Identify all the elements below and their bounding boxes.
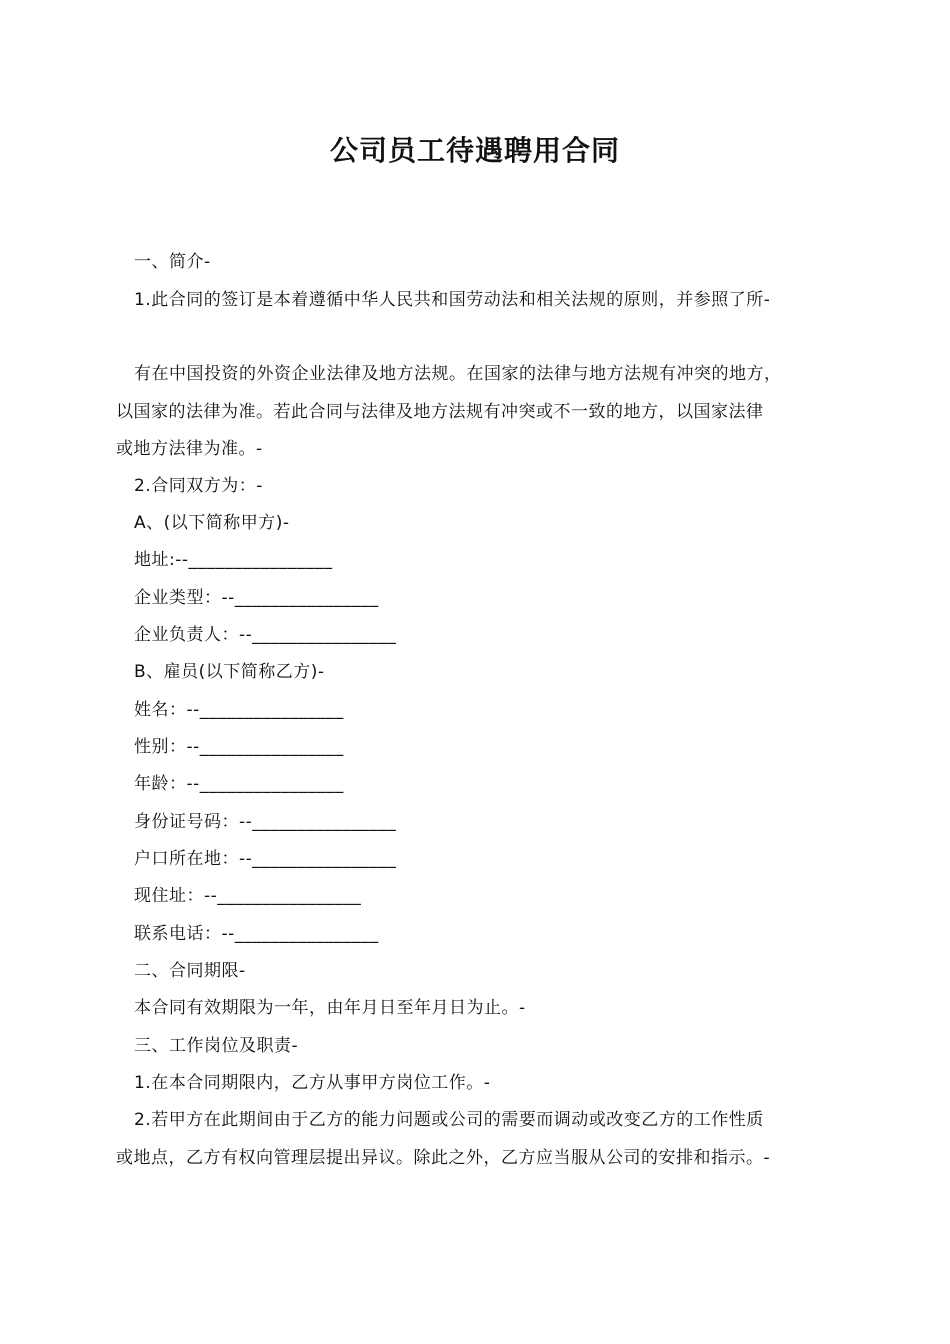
paragraph-line: 1.此合同的签订是本着遵循中华人民共和国劳动法和相关法规的原则，并参照了所- [134, 290, 771, 310]
company-type-field: 企业类型：--________________ [134, 588, 379, 608]
current-address-field: 现住址：--________________ [134, 886, 362, 906]
id-number-field: 身份证号码：--________________ [134, 812, 397, 832]
paragraph-line: 1.在本合同期限内，乙方从事甲方岗位工作。- [134, 1073, 491, 1093]
section-heading: 一、简介- [134, 252, 211, 272]
paragraph-line: 2.合同双方为：- [134, 476, 263, 496]
household-field: 户口所在地：--________________ [134, 849, 397, 869]
document-title: 公司员工待遇聘用合同 [329, 134, 620, 167]
paragraph-line: 或地方法律为准。- [116, 439, 263, 459]
party-b-heading: B、雇员(以下简称乙方)- [134, 662, 325, 682]
section-heading: 二、合同期限- [134, 961, 246, 981]
paragraph-line: 或地点，乙方有权向管理层提出异议。除此之外，乙方应当服从公司的安排和指示。- [116, 1148, 771, 1168]
paragraph-line: 本合同有效期限为一年，由年月日至年月日为止。- [134, 998, 526, 1018]
gender-field: 性别：--________________ [134, 737, 344, 757]
party-a-heading: A、(以下简称甲方)- [134, 513, 290, 533]
age-field: 年龄：--________________ [134, 774, 344, 794]
phone-field: 联系电话：--________________ [134, 924, 379, 944]
paragraph-line: 2.若甲方在此期间由于乙方的能力问题或公司的需要而调动或改变乙方的工作性质 [134, 1110, 764, 1130]
name-field: 姓名：--________________ [134, 700, 344, 720]
section-heading: 三、工作岗位及职责- [134, 1036, 299, 1056]
paragraph-line: 有在中国投资的外资企业法律及地方法规。在国家的法律与地方法规有冲突的地方， [134, 364, 782, 384]
company-head-field: 企业负责人：--________________ [134, 625, 397, 645]
paragraph-line: 以国家的法律为准。若此合同与法律及地方法规有冲突或不一致的地方，以国家法律 [116, 402, 764, 422]
address-field: 地址:--________________ [134, 550, 333, 570]
